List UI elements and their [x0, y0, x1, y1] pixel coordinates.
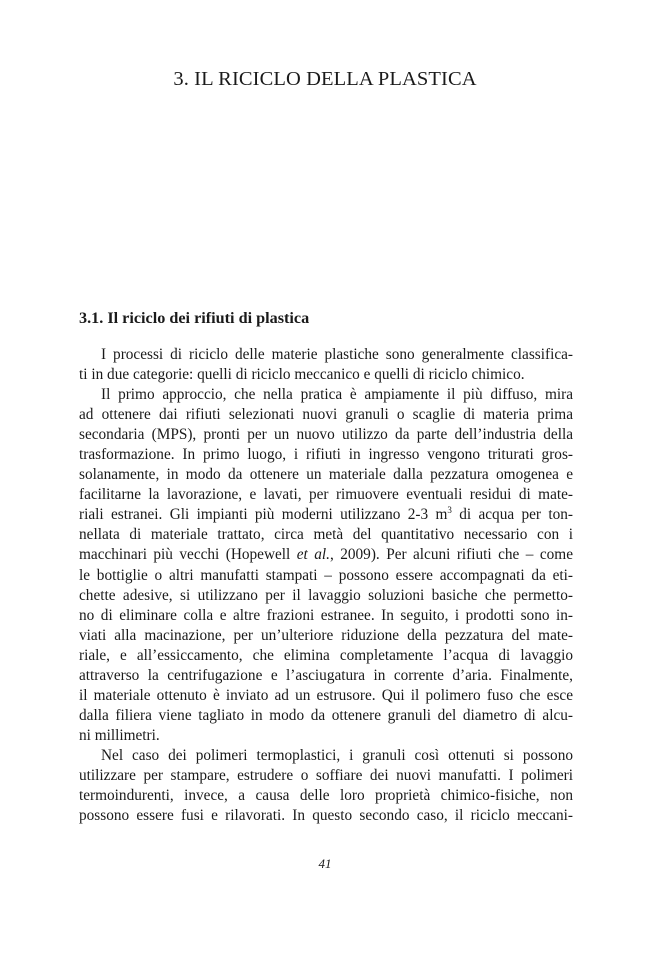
text-line: chette adesive, si utilizzano per il lavaggio soluzioni basiche che permetto- [79, 586, 573, 604]
text-line: no di eliminare colla e altre frazioni estranee. In seguito, i prodotti sono in- [79, 606, 573, 624]
text-segment: , 2009). Per alcuni rifiuti che – come [329, 546, 573, 564]
page-number: 41 [318, 856, 332, 871]
section-heading: 3.1. Il riciclo dei rifiuti di plastica [79, 309, 310, 327]
paragraph-3 [79, 746, 573, 826]
text-line: trasformazione. In primo luogo, i rifiuti in ingresso vengono triturati gros- [79, 446, 573, 464]
text-line: le bottiglie o altri manufatti stampati – possono essere accompagnati da eti- [79, 566, 573, 584]
text-line: dalla filiera viene tagliato in modo da ottenere granuli del diametro di alcu- [79, 706, 573, 724]
text-line: I processi di riciclo delle materie plastiche sono generalmente classifica- [101, 346, 573, 363]
text-line: utilizzare per stampare, estrudere o soffiare dei nuovi manufatti. I polimeri [79, 766, 573, 784]
text-segment: riali estranei. Gli impianti più moderni utilizzano 2-3 m [79, 506, 448, 524]
text-segment: di acqua per ton- [451, 506, 573, 524]
text-line: attraverso la centrifugazione e l’asciugatura in corrente d’aria. Finalmente, [79, 666, 573, 684]
text-line: Il primo approccio, che nella pratica è ampiamente il più diffuso, mira [101, 386, 573, 404]
superscript: 3 [447, 505, 452, 516]
text-line: possono essere fusi e rilavorati. In questo secondo caso, il riciclo meccani- [79, 807, 573, 825]
text-line: viati alla macinazione, per un’ulteriore riduzione della pezzatura del mate- [79, 626, 573, 644]
body-text [79, 345, 573, 826]
text-line [79, 545, 573, 565]
text-segment: macchinari più vecchi (Hopewell [79, 546, 297, 564]
text-line: il materiale ottenuto è inviato ad un estrusore. Qui il polimero fuso che esce [79, 686, 573, 704]
text-line: solanamente, in modo da ottenere un materiale dalla pezzatura omogenea e [79, 466, 573, 484]
chapter-title: 3. IL RICICLO DELLA PLASTICA [173, 68, 477, 90]
text-line: ti in due categorie: quelli di riciclo meccanico e quelli di riciclo chimico. [79, 366, 525, 384]
text-line: facilitarne la lavorazione, e lavati, per rimuovere eventuali residui di mate- [79, 486, 573, 504]
text-line: riale, e all’essiccamento, che elimina completamente l’acqua di lavaggio [79, 646, 573, 664]
citation-italic: et al. [296, 546, 330, 564]
paragraph-1 [79, 345, 573, 385]
text-line: ad ottenere dai rifiuti selezionati nuovi granuli o scaglie di materia prima [79, 406, 573, 424]
text-line: ni millimetri. [79, 726, 160, 744]
text-line [79, 505, 573, 525]
text-line: Nel caso dei polimeri termoplastici, i granuli così ottenuti si possono [101, 746, 573, 764]
text-line: termoindurenti, invece, a causa delle loro proprietà chimico-fisiche, non [79, 787, 573, 805]
text-line: secondaria (MPS), pronti per un nuovo utilizzo da parte dell’industria della [79, 426, 573, 444]
paragraph-2 [79, 385, 573, 746]
text-line: nellata di materiale trattato, circa metà del quantitativo necessario con i [79, 526, 573, 544]
